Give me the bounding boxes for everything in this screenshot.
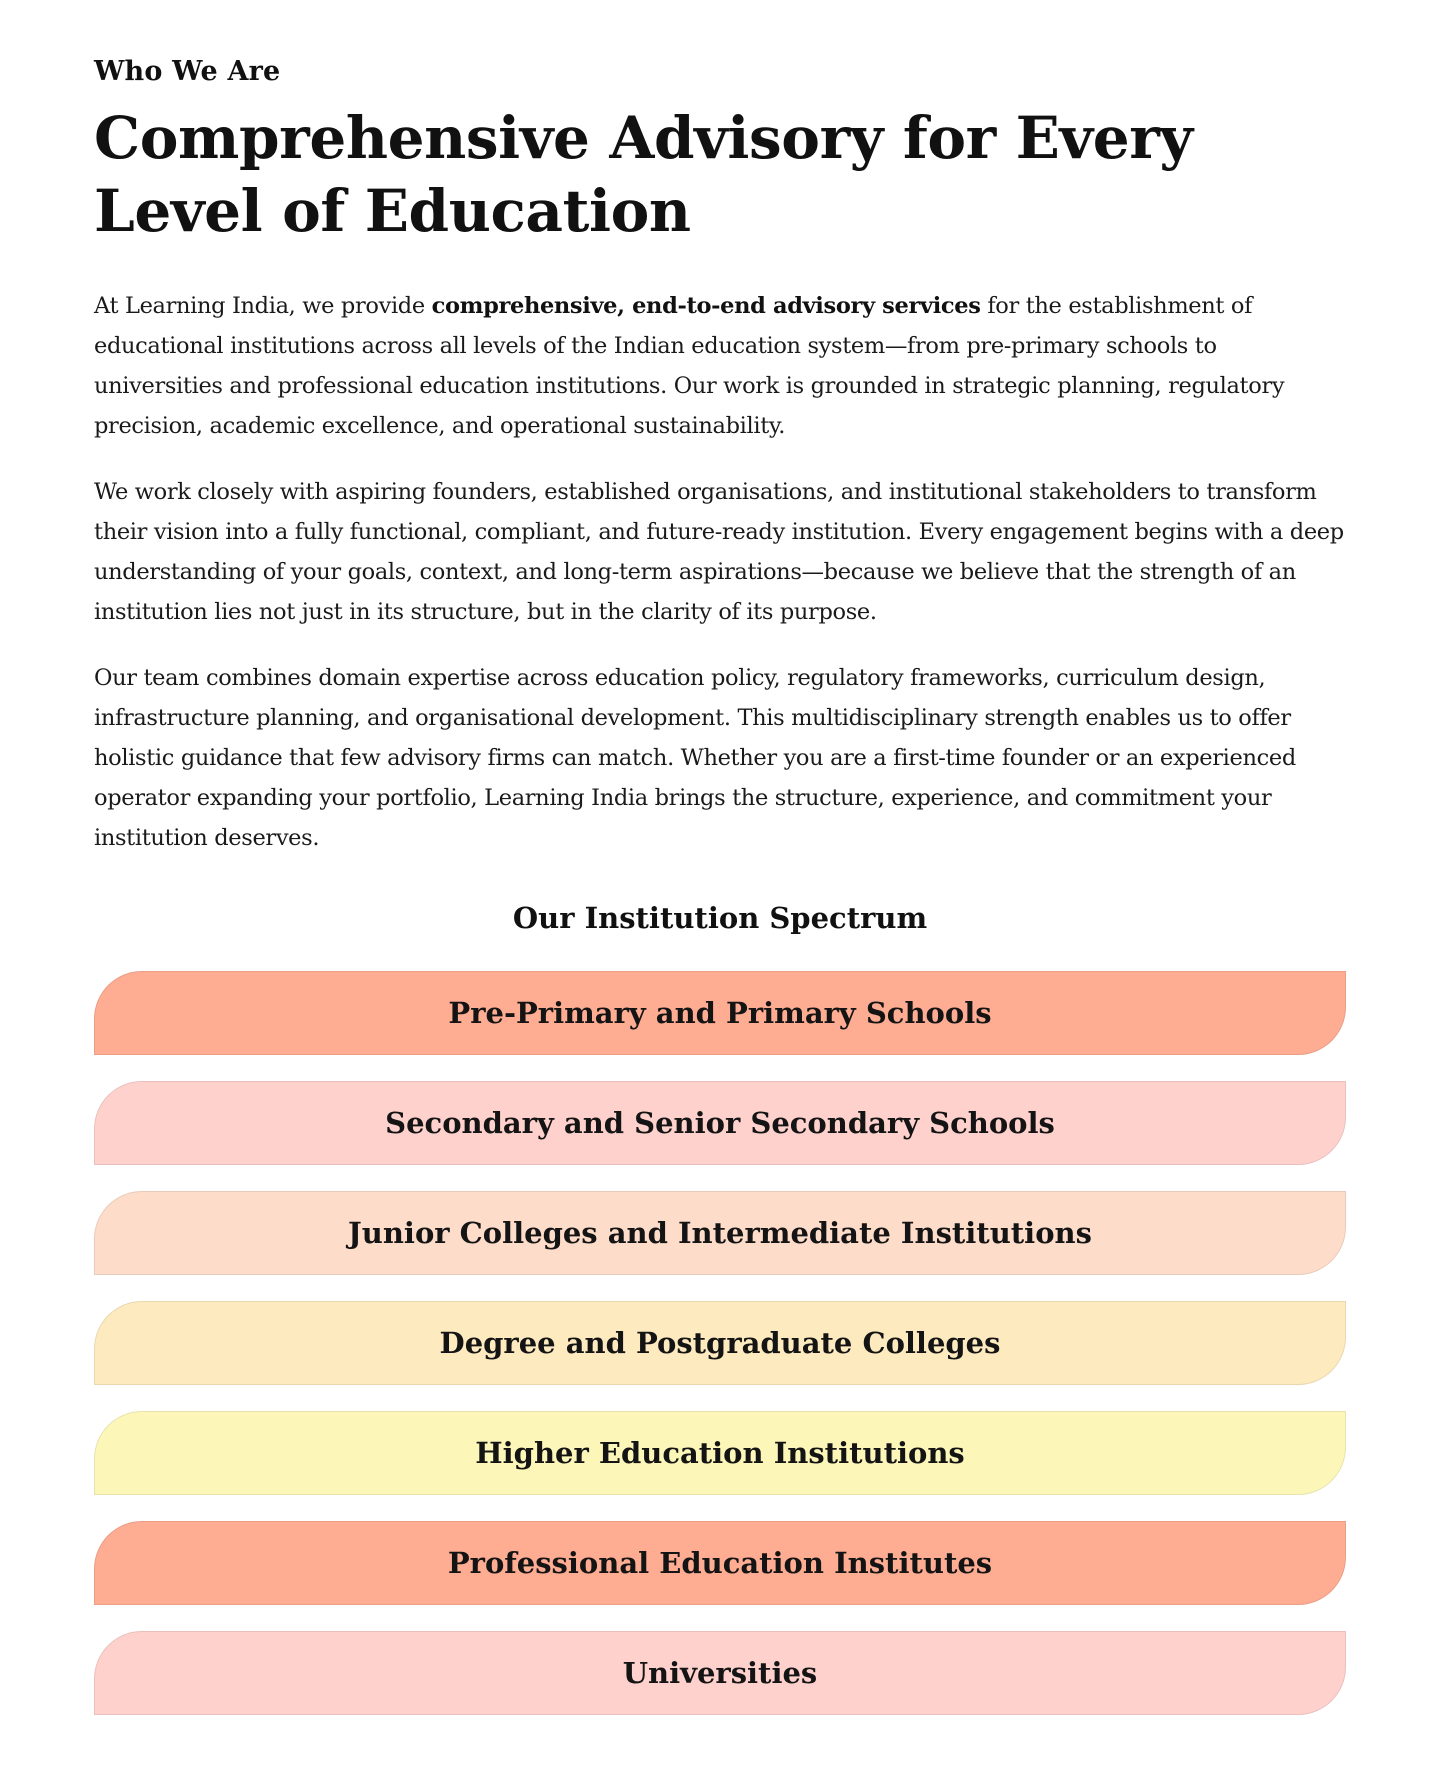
page-title: Comprehensive Advisory for Every Level of Education bbox=[94, 104, 1193, 245]
intro-copy bbox=[94, 286, 1346, 858]
spectrum-item-degree-colleges: Degree and Postgraduate Colleges bbox=[94, 1301, 1346, 1385]
intro-paragraph-2: We work closely with aspiring founders, established organisations, and institutional stakeholders to transform their vision into a fully functional, compliant, and future-ready institution. Every engagement begins with a deep understanding of your goals, context, and long-term aspirations—because we believe that the strength of an institution lies not just in its structure, but in the clarity of its purpose. bbox=[94, 479, 1344, 625]
spectrum-item-higher-education: Higher Education Institutions bbox=[94, 1411, 1346, 1495]
intro-paragraph-1 bbox=[94, 286, 1346, 446]
intro-paragraph-1-lead: At Learning India, we provide bbox=[94, 293, 432, 319]
spectrum-title: Our Institution Spectrum bbox=[512, 901, 928, 935]
intro-paragraph-1-emphasis: comprehensive, end-to-end advisory services bbox=[431, 293, 981, 319]
spectrum-item-junior-colleges: Junior Colleges and Intermediate Institutions bbox=[94, 1191, 1346, 1275]
intro-paragraph-1-rest: for the establishment of educational institutions across all levels of the Indian education system—from pre-primary schools to universities and professional education institutions. Our work is grounded in strategic planning, regulatory precision, academic excellence, and operational sustainability. bbox=[94, 293, 1285, 439]
institution-spectrum-list bbox=[94, 971, 1346, 1715]
intro-paragraph-3: Our team combines domain expertise across education policy, regulatory frameworks, curriculum design, infrastructure planning, and organisational development. This multidisciplinary strength enables us to offer holistic guidance that few advisory firms can match. Whether you are a first-time founder or an experienced operator expanding your portfolio, Learning India brings the structure, experience, and commitment your institution deserves. bbox=[94, 665, 1296, 851]
spectrum-item-secondary: Secondary and Senior Secondary Schools bbox=[94, 1081, 1346, 1165]
section-eyebrow: Who We Are bbox=[94, 56, 281, 87]
spectrum-item-universities: Universities bbox=[94, 1631, 1346, 1715]
spectrum-item-pre-primary: Pre-Primary and Primary Schools bbox=[94, 971, 1346, 1055]
spectrum-item-professional: Professional Education Institutes bbox=[94, 1521, 1346, 1605]
